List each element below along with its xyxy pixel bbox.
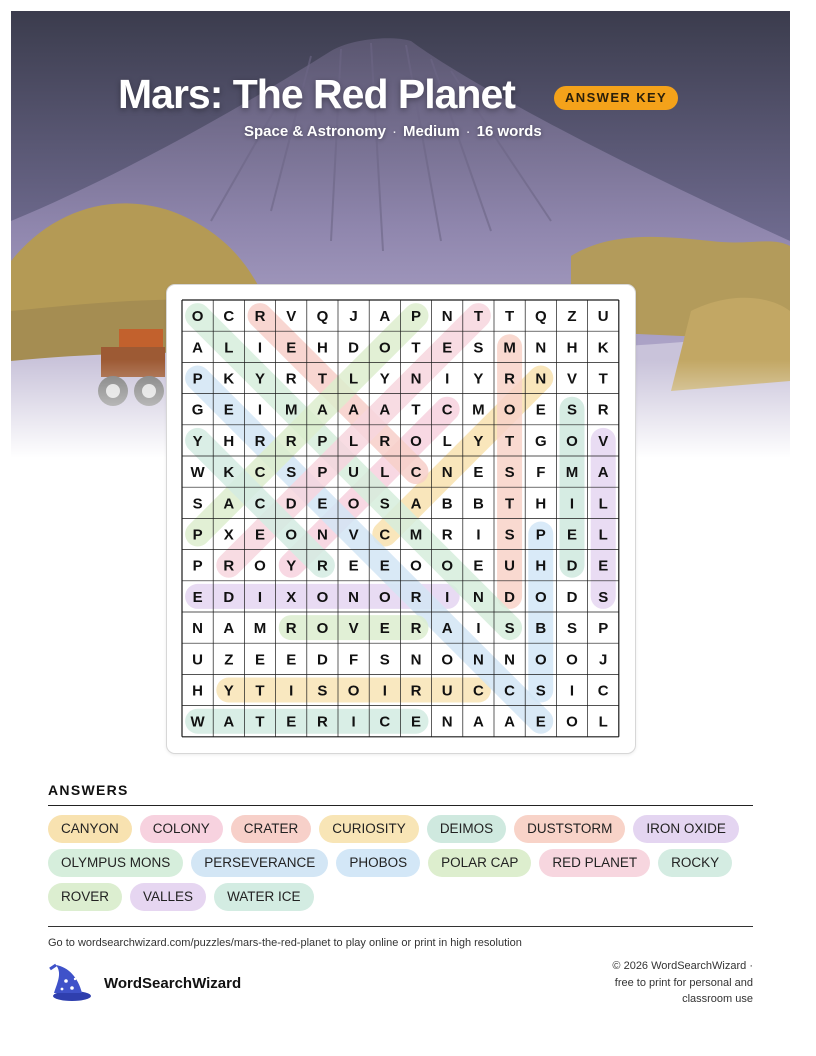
grid-letter[interactable]: T — [317, 370, 327, 388]
grid-letter[interactable]: N — [441, 713, 453, 731]
grid-letter[interactable]: C — [379, 526, 391, 544]
footer-url-text[interactable]: Go to wordsearchwizard.com/puzzles/mars-the-red-planet to play online or print in high resolution — [48, 937, 522, 949]
answer-chip: ROCKY — [658, 849, 732, 877]
grid-letter[interactable]: E — [317, 495, 328, 513]
grid-letter[interactable]: E — [535, 401, 546, 419]
grid-letter[interactable]: Y — [223, 682, 234, 700]
grid-letter[interactable]: S — [535, 682, 546, 700]
grid-letter[interactable]: D — [285, 495, 297, 513]
grid-letter[interactable]: I — [382, 682, 387, 700]
grid-letter[interactable]: U — [597, 308, 609, 326]
answer-chip: CURIOSITY — [319, 815, 419, 843]
grid-letter[interactable]: S — [379, 651, 390, 669]
grid-letter[interactable]: I — [445, 370, 450, 388]
grid-letter[interactable]: N — [504, 651, 516, 669]
grid-letter[interactable]: T — [598, 370, 608, 388]
grid-letter[interactable]: C — [597, 682, 609, 700]
title-row — [0, 70, 816, 120]
grid-letter[interactable]: E — [535, 713, 546, 731]
grid-letter[interactable]: I — [569, 495, 575, 513]
grid-letter[interactable]: S — [598, 588, 609, 606]
grid-letter[interactable]: R — [254, 308, 266, 326]
grid-letter[interactable]: R — [410, 620, 422, 638]
grid-letter[interactable]: C — [254, 464, 266, 482]
grid-letter[interactable]: S — [566, 620, 578, 638]
grid-letter[interactable]: R — [410, 588, 422, 606]
grid-letter[interactable]: C — [379, 713, 391, 731]
grid-letter[interactable]: K — [223, 464, 235, 482]
grid-letter[interactable]: E — [442, 339, 453, 357]
grid-letter[interactable]: X — [286, 588, 297, 606]
page-title: Mars: The Red Planet — [118, 71, 515, 117]
grid-letter[interactable]: A — [192, 339, 204, 357]
grid-letter[interactable]: B — [472, 495, 484, 513]
grid-letter[interactable]: A — [597, 464, 609, 482]
grid-letter[interactable]: C — [504, 682, 516, 700]
grid-letter[interactable]: O — [316, 620, 329, 638]
grid-letter[interactable]: O — [410, 432, 422, 450]
grid-letter[interactable]: A — [379, 308, 391, 326]
grid-letter[interactable]: O — [441, 557, 454, 575]
grid-letter[interactable]: U — [192, 651, 204, 669]
grid-letter[interactable]: E — [286, 651, 297, 669]
grid-letter[interactable]: O — [285, 526, 298, 544]
grid-letter[interactable]: O — [566, 432, 578, 450]
grid-letter[interactable]: S — [286, 464, 297, 482]
grid-letter[interactable]: F — [536, 464, 546, 482]
answer-chip: OLYMPUS MONS — [48, 849, 183, 877]
grid-letter[interactable]: A — [379, 401, 391, 419]
meta-separator: · — [391, 123, 397, 140]
grid-letter[interactable]: O — [254, 557, 266, 575]
grid-letter[interactable]: Y — [379, 370, 390, 388]
grid-letter[interactable]: M — [253, 620, 267, 638]
word-search-grid[interactable] — [167, 285, 635, 753]
grid-letter[interactable]: M — [409, 526, 423, 544]
answer-chip: PHOBOS — [336, 849, 420, 877]
grid-letter[interactable]: A — [504, 713, 516, 731]
grid-letter[interactable]: L — [380, 464, 390, 482]
answer-chip: DUSTSTORM — [514, 815, 625, 843]
grid-letter[interactable]: Y — [473, 370, 484, 388]
grid-letter[interactable]: B — [441, 495, 453, 513]
copyright-line: © 2026 WordSearchWizard · — [612, 960, 753, 972]
grid-letter[interactable]: T — [411, 401, 421, 419]
grid-letter[interactable]: Z — [567, 308, 577, 326]
grid-letter[interactable]: L — [442, 432, 452, 450]
grid-letter[interactable]: A — [223, 713, 235, 731]
grid-letter[interactable]: N — [472, 588, 484, 606]
grid-letter[interactable]: M — [503, 339, 516, 357]
grid-letter[interactable]: N — [348, 588, 360, 606]
grid-letter[interactable]: O — [503, 401, 516, 419]
grid-letter[interactable]: J — [349, 308, 358, 326]
grid-letter[interactable]: I — [257, 401, 263, 419]
grid-letter[interactable]: H — [192, 682, 204, 700]
grid-letter[interactable]: E — [566, 526, 578, 544]
grid-letter[interactable]: S — [504, 620, 515, 638]
grid-letter[interactable]: L — [349, 370, 359, 388]
grid-letter[interactable]: C — [410, 464, 422, 482]
grid-letter[interactable]: V — [598, 432, 609, 450]
grid-letter[interactable]: V — [348, 526, 359, 544]
grid-letter[interactable]: Q — [316, 308, 329, 326]
grid-letter[interactable]: H — [316, 339, 328, 357]
grid-letter[interactable]: A — [223, 620, 235, 638]
grid-letter[interactable]: R — [597, 401, 609, 419]
grid-letter[interactable]: E — [473, 464, 484, 482]
grid-letter[interactable]: Y — [286, 557, 297, 575]
grid-letter[interactable]: D — [316, 651, 328, 669]
grid-letter[interactable]: R — [285, 620, 297, 638]
footer-divider — [48, 926, 753, 927]
grid-letter[interactable]: O — [378, 339, 391, 357]
grid-letter[interactable]: N — [441, 308, 453, 326]
grid-letter[interactable]: P — [317, 432, 328, 450]
grid-letter[interactable]: O — [566, 651, 578, 669]
grid-letter[interactable]: M — [565, 464, 579, 482]
grid-letter[interactable]: I — [257, 339, 263, 357]
grid-letter[interactable]: L — [598, 526, 608, 544]
grid-letter[interactable]: J — [599, 651, 608, 669]
grid-letter[interactable]: R — [316, 713, 328, 731]
grid-letter[interactable]: P — [192, 526, 203, 544]
word-search-grid-card — [166, 284, 636, 754]
grid-letter[interactable]: P — [410, 308, 422, 326]
grid-letter[interactable]: E — [254, 526, 266, 544]
grid-letter[interactable]: S — [504, 526, 515, 544]
grid-letter[interactable]: R — [316, 557, 328, 575]
answer-chip: DEIMOS — [427, 815, 506, 843]
grid-letter[interactable]: O — [441, 651, 454, 669]
grid-letter[interactable]: I — [569, 682, 575, 700]
grid-letter[interactable]: Y — [473, 432, 484, 450]
grid-letter[interactable]: X — [223, 526, 234, 544]
grid-letter[interactable]: L — [224, 339, 234, 357]
grid-letter[interactable]: A — [348, 401, 360, 419]
grid-letter[interactable]: E — [223, 401, 234, 419]
answers-divider — [48, 805, 753, 806]
category-label: Space & Astronomy — [244, 123, 386, 140]
copyright-line: free to print for personal and — [614, 976, 753, 989]
grid-letter[interactable]: R — [504, 370, 516, 388]
grid-letter[interactable]: B — [535, 620, 547, 638]
grid-letter[interactable]: T — [411, 339, 421, 357]
grid-letter[interactable]: S — [566, 401, 578, 419]
grid-letter[interactable]: A — [472, 713, 484, 731]
grid-letter[interactable]: O — [566, 713, 578, 731]
grid-letter[interactable]: Q — [534, 308, 547, 326]
grid-letter[interactable]: S — [504, 464, 515, 482]
grid-letter[interactable]: V — [566, 370, 578, 388]
grid-letter[interactable]: O — [316, 588, 329, 606]
brand-logo[interactable] — [48, 963, 241, 1003]
grid-letter[interactable]: V — [286, 308, 297, 326]
grid-letter[interactable]: W — [190, 464, 205, 482]
grid-letter[interactable]: T — [505, 495, 515, 513]
answer-chip: ROVER — [48, 883, 122, 911]
grid-letter[interactable]: E — [192, 588, 203, 606]
wizard-hat-icon — [48, 963, 92, 1003]
grid-letter[interactable]: P — [192, 557, 203, 575]
copyright-line: classroom use — [682, 993, 753, 1005]
grid-letter[interactable]: N — [472, 651, 484, 669]
grid-letter[interactable]: N — [192, 620, 204, 638]
grid-letter[interactable]: E — [254, 651, 266, 669]
grid-letter[interactable]: U — [441, 682, 453, 700]
grid-letter[interactable]: E — [410, 713, 422, 731]
grid-letter[interactable]: R — [379, 432, 391, 450]
grid-letter[interactable]: O — [534, 651, 547, 669]
grid-letter[interactable]: I — [445, 588, 450, 606]
grid-letter[interactable]: C — [223, 308, 235, 326]
grid-letter[interactable]: N — [410, 370, 422, 388]
answer-chip: COLONY — [140, 815, 223, 843]
grid-letter[interactable]: I — [289, 682, 294, 700]
brand-name: WordSearchWizard — [104, 974, 242, 992]
grid-letter[interactable]: U — [348, 464, 360, 482]
grid-letter[interactable]: V — [348, 620, 359, 638]
grid-letter[interactable]: E — [379, 620, 390, 638]
grid-letter[interactable]: T — [255, 713, 265, 731]
grid-letter[interactable]: A — [316, 401, 328, 419]
grid-letter[interactable]: E — [348, 557, 359, 575]
answer-chip: VALLES — [130, 883, 206, 911]
grid-letter[interactable]: T — [505, 308, 515, 326]
grid-letter[interactable]: O — [410, 557, 422, 575]
grid-letter[interactable]: S — [192, 495, 203, 513]
grid-letter[interactable]: D — [504, 588, 516, 606]
grid-letter[interactable]: D — [348, 339, 360, 357]
grid-letter[interactable]: R — [254, 432, 266, 450]
grid-letter[interactable]: T — [255, 682, 265, 700]
answer-chip: IRON OXIDE — [633, 815, 739, 843]
answer-chip: WATER ICE — [214, 883, 314, 911]
grid-letter[interactable]: S — [317, 682, 328, 700]
grid-letter[interactable]: A — [223, 495, 235, 513]
grid-letter[interactable]: N — [535, 370, 547, 388]
grid-letter[interactable]: L — [349, 432, 359, 450]
puzzle-meta — [244, 123, 542, 140]
word-count-label: 16 words — [476, 123, 542, 140]
grid-letter[interactable]: D — [566, 557, 578, 575]
grid-letter[interactable]: H — [535, 495, 547, 513]
grid-letter[interactable]: F — [349, 651, 359, 669]
grid-letter[interactable]: O — [534, 588, 547, 606]
grid-letter[interactable]: M — [472, 401, 485, 419]
grid-letter[interactable]: S — [473, 339, 484, 357]
grid-letter[interactable]: S — [379, 495, 390, 513]
grid-letter[interactable]: U — [504, 557, 516, 575]
grid-letter[interactable]: E — [286, 339, 297, 357]
grid-letter[interactable]: A — [441, 620, 453, 638]
grid-letter[interactable]: E — [286, 713, 297, 731]
grid-letter[interactable]: N — [535, 339, 547, 357]
grid-letter[interactable]: H — [566, 339, 578, 357]
grid-letter[interactable]: N — [441, 464, 453, 482]
grid-letter[interactable]: G — [534, 432, 547, 450]
grid-letter[interactable]: L — [598, 495, 608, 513]
grid-letter[interactable]: E — [598, 557, 609, 575]
answers-list — [48, 815, 758, 911]
grid-letter[interactable]: G — [191, 401, 204, 419]
answer-chip: PERSEVERANCE — [191, 849, 328, 877]
grid-letter[interactable]: C — [472, 682, 484, 700]
grid-letter[interactable]: E — [473, 557, 484, 575]
grid-letter[interactable]: K — [597, 339, 609, 357]
grid-letter[interactable]: W — [190, 713, 205, 731]
grid-letter[interactable]: O — [191, 308, 204, 326]
grid-letter[interactable]: N — [410, 651, 422, 669]
answer-chip: RED PLANET — [539, 849, 650, 877]
grid-letter[interactable]: D — [566, 588, 578, 606]
grid-letter[interactable]: I — [351, 713, 356, 731]
meta-separator: · — [465, 123, 471, 140]
grid-letter[interactable]: L — [598, 713, 608, 731]
answers-heading: ANSWERS — [48, 782, 129, 798]
answer-key-badge: ANSWER KEY — [554, 86, 678, 110]
grid-letter[interactable]: O — [347, 495, 360, 513]
grid-letter[interactable]: P — [598, 620, 609, 638]
grid-letter[interactable]: I — [257, 588, 263, 606]
grid-letter[interactable]: Y — [192, 432, 203, 450]
grid-letter[interactable]: R — [223, 557, 235, 575]
grid-letter[interactable]: R — [285, 370, 297, 388]
copyright-text — [583, 958, 753, 1008]
grid-letter[interactable]: C — [441, 401, 453, 419]
grid-letter[interactable]: T — [505, 432, 515, 450]
grid-letter[interactable]: K — [223, 370, 235, 388]
difficulty-label: Medium — [402, 123, 460, 140]
grid-letter[interactable]: H — [535, 557, 547, 575]
grid-letter[interactable]: T — [473, 308, 483, 326]
grid-letter[interactable]: Y — [254, 370, 266, 388]
grid-letter[interactable]: C — [254, 495, 266, 513]
grid-letter[interactable]: I — [476, 526, 481, 544]
grid-letter[interactable]: R — [285, 432, 297, 450]
answer-chip: CANYON — [48, 815, 132, 843]
grid-letter[interactable]: R — [410, 682, 422, 700]
grid-letter[interactable]: O — [378, 588, 391, 606]
grid-letter[interactable]: M — [284, 401, 298, 419]
grid-letter[interactable]: D — [223, 588, 235, 606]
grid-letter[interactable]: A — [410, 495, 422, 513]
grid-letter[interactable]: I — [476, 620, 481, 638]
grid-letter[interactable]: Z — [224, 651, 234, 669]
answer-chip: POLAR CAP — [428, 849, 531, 877]
grid-letter[interactable]: P — [192, 370, 203, 388]
grid-letter[interactable]: P — [317, 464, 328, 482]
grid-letter[interactable]: H — [223, 432, 235, 450]
grid-letter[interactable]: R — [441, 526, 453, 544]
answer-chip: CRATER — [231, 815, 312, 843]
grid-letter[interactable]: E — [379, 557, 390, 575]
grid-letter[interactable]: P — [535, 526, 546, 544]
grid-letter[interactable]: N — [316, 526, 328, 544]
grid-letter[interactable]: O — [347, 682, 360, 700]
